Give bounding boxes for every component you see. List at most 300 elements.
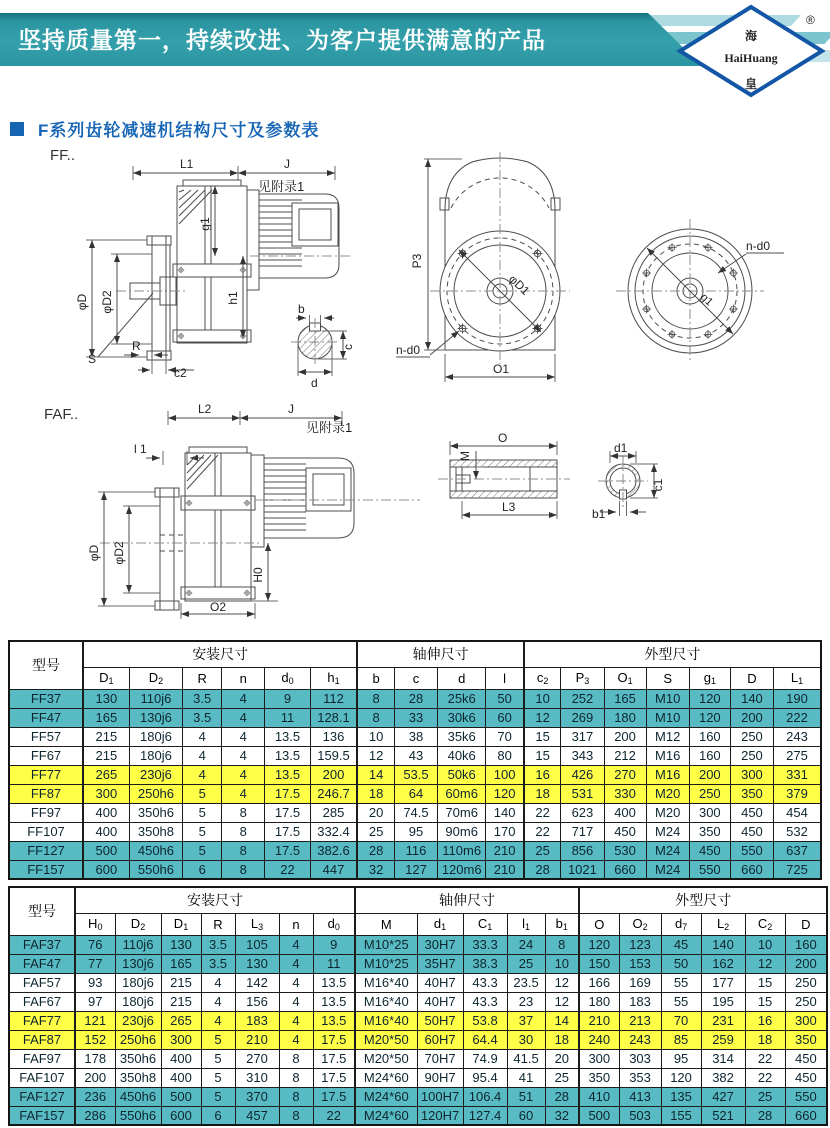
value-cell: 230j6 — [129, 765, 182, 784]
value-cell: 40k6 — [438, 746, 486, 765]
value-cell: 33.3 — [463, 935, 507, 954]
value-cell: 165 — [604, 689, 646, 708]
value-cell: 637 — [774, 841, 821, 860]
model-cell: FF47 — [9, 708, 83, 727]
value-cell: 17.5 — [265, 784, 310, 803]
value-cell: 70 — [661, 1011, 701, 1030]
value-cell: 15 — [524, 746, 561, 765]
value-cell: 530 — [604, 841, 646, 860]
value-cell: 286 — [75, 1106, 115, 1125]
value-cell: 15 — [745, 992, 785, 1011]
value-cell: 660 — [604, 860, 646, 879]
value-cell: 180j6 — [115, 992, 161, 1011]
value-cell: 330 — [604, 784, 646, 803]
value-cell: 45 — [661, 935, 701, 954]
value-cell: 200 — [785, 954, 827, 973]
group-header: 轴伸尺寸 — [355, 887, 579, 913]
model-cell: FF87 — [9, 784, 83, 803]
value-cell: 53.5 — [394, 765, 437, 784]
value-cell: 35H7 — [417, 954, 463, 973]
value-cell: 503 — [619, 1106, 661, 1125]
table-row — [9, 746, 821, 765]
dim-label: d — [311, 376, 318, 390]
value-cell: 200 — [310, 765, 357, 784]
value-cell: 9 — [313, 935, 355, 954]
value-cell: 135 — [661, 1087, 701, 1106]
column-header: $d_1$ — [417, 913, 463, 935]
model-cell: FF37 — [9, 689, 83, 708]
table-row — [9, 954, 827, 973]
value-cell: 550 — [730, 841, 773, 860]
value-cell: 243 — [774, 727, 821, 746]
table-row — [9, 1011, 827, 1030]
value-cell: 250 — [689, 784, 730, 803]
value-cell: 38 — [394, 727, 437, 746]
value-cell: 13.5 — [313, 992, 355, 1011]
group-header: 外型尺寸 — [524, 641, 821, 667]
value-cell: 50 — [486, 689, 524, 708]
faf-dimension-table-wrap — [8, 886, 822, 1126]
value-cell: 231 — [701, 1011, 745, 1030]
value-cell: 18 — [545, 1030, 579, 1049]
group-header: 轴伸尺寸 — [357, 641, 523, 667]
value-cell: 55 — [661, 992, 701, 1011]
value-cell: 8 — [357, 708, 394, 727]
column-header: $d_0$ — [265, 667, 310, 689]
value-cell: 30H7 — [417, 935, 463, 954]
value-cell: 37 — [507, 1011, 545, 1030]
value-cell: 410 — [579, 1087, 619, 1106]
value-cell: 32 — [357, 860, 394, 879]
model-cell: FAF97 — [9, 1049, 75, 1068]
dim-label: n-d0 — [746, 239, 771, 253]
value-cell: 450 — [604, 822, 646, 841]
value-cell: 4 — [222, 727, 265, 746]
value-cell: 230j6 — [115, 1011, 161, 1030]
dim-label: g1 — [198, 217, 212, 231]
value-cell: 500 — [83, 841, 129, 860]
value-cell: 162 — [701, 954, 745, 973]
value-cell: 285 — [310, 803, 357, 822]
value-cell: 275 — [774, 746, 821, 765]
value-cell: 4 — [279, 935, 313, 954]
value-cell: 100H7 — [417, 1087, 463, 1106]
faf-dimension-table — [8, 886, 828, 1126]
value-cell: 450 — [730, 822, 773, 841]
model-cell: FAF37 — [9, 935, 75, 954]
value-cell: 25 — [745, 1087, 785, 1106]
value-cell: 18 — [745, 1030, 785, 1049]
model-cell: FF97 — [9, 803, 83, 822]
value-cell: 13.5 — [313, 973, 355, 992]
value-cell: 350 — [785, 1030, 827, 1049]
dim-label: l 1 — [134, 442, 147, 456]
column-header: $h_1$ — [310, 667, 357, 689]
value-cell: 93 — [75, 973, 115, 992]
ff-drawing — [0, 146, 830, 404]
value-cell: 24 — [507, 935, 545, 954]
column-header: $D_2$ — [129, 667, 182, 689]
value-cell: 160 — [785, 935, 827, 954]
value-cell: 4 — [183, 746, 222, 765]
value-cell: M12 — [646, 727, 689, 746]
value-cell: 127.4 — [463, 1106, 507, 1125]
value-cell: 32 — [545, 1106, 579, 1125]
dim-label: c — [341, 344, 355, 350]
value-cell: 60 — [486, 708, 524, 727]
value-cell: M20 — [646, 803, 689, 822]
value-cell: 210 — [486, 841, 524, 860]
value-cell: 100 — [486, 765, 524, 784]
value-cell: 17.5 — [265, 841, 310, 860]
value-cell: 180j6 — [115, 973, 161, 992]
value-cell: 55 — [661, 973, 701, 992]
value-cell: 4 — [201, 973, 235, 992]
model-cell: FAF57 — [9, 973, 75, 992]
dim-label: c1 — [651, 478, 665, 492]
faf-drawing — [0, 403, 830, 635]
value-cell: 8 — [222, 841, 265, 860]
value-cell: 50H7 — [417, 1011, 463, 1030]
table-row — [9, 1106, 827, 1125]
dim-label: R — [132, 339, 141, 353]
value-cell: 660 — [730, 860, 773, 879]
value-cell: 25 — [507, 954, 545, 973]
value-cell: 457 — [235, 1106, 279, 1125]
column-header: $c_2$ — [524, 667, 561, 689]
value-cell: 60H7 — [417, 1030, 463, 1049]
value-cell: 85 — [661, 1030, 701, 1049]
value-cell: 4 — [279, 992, 313, 1011]
column-header: M — [355, 913, 417, 935]
value-cell: 4 — [222, 765, 265, 784]
value-cell: 10 — [357, 727, 394, 746]
column-header: $b_1$ — [545, 913, 579, 935]
table-row — [9, 803, 821, 822]
column-header: S — [646, 667, 689, 689]
value-cell: 178 — [75, 1049, 115, 1068]
value-cell: 16 — [524, 765, 561, 784]
value-cell: 41 — [507, 1068, 545, 1087]
value-cell: 110j6 — [129, 689, 182, 708]
ff-view-label: FF.. — [50, 147, 75, 164]
value-cell: 3.5 — [183, 708, 222, 727]
value-cell: 159.5 — [310, 746, 357, 765]
value-cell: 6 — [183, 860, 222, 879]
value-cell: 317 — [561, 727, 604, 746]
value-cell: 350 — [579, 1068, 619, 1087]
value-cell: 4 — [279, 1011, 313, 1030]
model-cell: FAF107 — [9, 1068, 75, 1087]
value-cell: 5 — [201, 1049, 235, 1068]
value-cell: 4 — [222, 746, 265, 765]
column-header: $l_1$ — [507, 913, 545, 935]
value-cell: 35k6 — [438, 727, 486, 746]
table-row — [9, 935, 827, 954]
value-cell: 4 — [183, 727, 222, 746]
model-cell: FAF127 — [9, 1087, 75, 1106]
value-cell: 303 — [619, 1049, 661, 1068]
value-cell: 5 — [183, 822, 222, 841]
section-title — [10, 116, 319, 141]
value-cell: 23 — [507, 992, 545, 1011]
value-cell: 136 — [310, 727, 357, 746]
table-row — [9, 784, 821, 803]
value-cell: 160 — [689, 746, 730, 765]
column-header: n — [279, 913, 313, 935]
value-cell: 8 — [222, 860, 265, 879]
value-cell: 550h6 — [115, 1106, 161, 1125]
value-cell: 77 — [75, 954, 115, 973]
value-cell: 343 — [561, 746, 604, 765]
table-row — [9, 765, 821, 784]
value-cell: 200 — [604, 727, 646, 746]
value-cell: 76 — [75, 935, 115, 954]
value-cell: 180 — [579, 992, 619, 1011]
value-cell: 95 — [394, 822, 437, 841]
column-header: b — [357, 667, 394, 689]
value-cell: M24*60 — [355, 1106, 417, 1125]
table-row — [9, 708, 821, 727]
value-cell: 450h6 — [129, 841, 182, 860]
value-cell: 379 — [774, 784, 821, 803]
value-cell: 17.5 — [313, 1068, 355, 1087]
value-cell: 300 — [161, 1030, 201, 1049]
dim-label: L1 — [180, 157, 194, 171]
value-cell: 12 — [524, 708, 561, 727]
value-cell: 70 — [486, 727, 524, 746]
column-header: $g_1$ — [689, 667, 730, 689]
value-cell: 50 — [661, 954, 701, 973]
column-header: $L_2$ — [701, 913, 745, 935]
column-header: $L_3$ — [235, 913, 279, 935]
value-cell: 10 — [745, 935, 785, 954]
value-cell: 500 — [161, 1087, 201, 1106]
value-cell: M10*25 — [355, 954, 417, 973]
value-cell: 8 — [222, 822, 265, 841]
value-cell: 165 — [83, 708, 129, 727]
value-cell: 30 — [507, 1030, 545, 1049]
value-cell: 43.3 — [463, 973, 507, 992]
value-cell: 150 — [579, 954, 619, 973]
value-cell: 130j6 — [129, 708, 182, 727]
column-header: $D_1$ — [83, 667, 129, 689]
value-cell: 120 — [486, 784, 524, 803]
value-cell: 300 — [689, 803, 730, 822]
logo-char-top: 海 — [744, 29, 758, 43]
dim-label: O1 — [493, 362, 510, 376]
value-cell: 12 — [545, 973, 579, 992]
value-cell: 13.5 — [265, 746, 310, 765]
value-cell: 3.5 — [201, 935, 235, 954]
value-cell: 17.5 — [265, 822, 310, 841]
value-cell: 10 — [524, 689, 561, 708]
value-cell: M10 — [646, 689, 689, 708]
value-cell: M24 — [646, 841, 689, 860]
value-cell: 17.5 — [265, 803, 310, 822]
value-cell: 6 — [201, 1106, 235, 1125]
value-cell: 623 — [561, 803, 604, 822]
column-header-model: 型号 — [9, 887, 75, 935]
table-row — [9, 689, 821, 708]
value-cell: 183 — [619, 992, 661, 1011]
value-cell: 259 — [701, 1030, 745, 1049]
value-cell: 8 — [357, 689, 394, 708]
dim-label: H0 — [251, 567, 265, 583]
value-cell: 5 — [201, 1068, 235, 1087]
value-cell: 215 — [83, 727, 129, 746]
value-cell: 212 — [604, 746, 646, 765]
value-cell: 426 — [561, 765, 604, 784]
column-header: $d_0$ — [313, 913, 355, 935]
value-cell: 427 — [701, 1087, 745, 1106]
value-cell: 116 — [394, 841, 437, 860]
model-cell: FAF67 — [9, 992, 75, 1011]
value-cell: 450 — [730, 803, 773, 822]
value-cell: 550h6 — [129, 860, 182, 879]
value-cell: 16 — [745, 1011, 785, 1030]
appendix-note: 见附录1 — [306, 420, 353, 435]
column-header: $D_1$ — [161, 913, 201, 935]
value-cell: 270 — [235, 1049, 279, 1068]
table-row — [9, 841, 821, 860]
value-cell: 210 — [235, 1030, 279, 1049]
model-cell: FF77 — [9, 765, 83, 784]
value-cell: 43.3 — [463, 992, 507, 1011]
logo-char-bottom: 皇 — [744, 77, 758, 91]
value-cell: 250h6 — [129, 784, 182, 803]
value-cell: 600 — [161, 1106, 201, 1125]
value-cell: 153 — [619, 954, 661, 973]
value-cell: 130 — [83, 689, 129, 708]
column-header: d — [438, 667, 486, 689]
dim-label: φD2 — [100, 290, 114, 314]
dim-label: b — [298, 302, 305, 316]
value-cell: 660 — [785, 1106, 827, 1125]
value-cell: 140 — [730, 689, 773, 708]
value-cell: 300 — [785, 1011, 827, 1030]
value-cell: 28 — [745, 1106, 785, 1125]
value-cell: 166 — [579, 973, 619, 992]
value-cell: 41.5 — [507, 1049, 545, 1068]
group-header: 安装尺寸 — [83, 641, 357, 667]
value-cell: 123 — [619, 935, 661, 954]
value-cell: 4 — [222, 784, 265, 803]
dim-label: P3 — [410, 253, 424, 269]
value-cell: 270 — [604, 765, 646, 784]
value-cell: M24 — [646, 822, 689, 841]
value-cell: 400 — [161, 1049, 201, 1068]
value-cell: 170 — [486, 822, 524, 841]
dim-label: φD — [75, 293, 89, 311]
registered-mark: ® — [806, 13, 815, 27]
group-header: 外型尺寸 — [579, 887, 827, 913]
value-cell: 169 — [619, 973, 661, 992]
column-header: $H_0$ — [75, 913, 115, 935]
value-cell: 22 — [745, 1049, 785, 1068]
value-cell: 40H7 — [417, 992, 463, 1011]
value-cell: 195 — [701, 992, 745, 1011]
value-cell: 183 — [235, 1011, 279, 1030]
dim-label: J — [284, 157, 290, 171]
value-cell: 180j6 — [129, 727, 182, 746]
column-header: l — [486, 667, 524, 689]
company-slogan: 坚持质量第一，持续改进、为客户提供满意的产品 — [18, 27, 546, 53]
value-cell: 236 — [75, 1087, 115, 1106]
column-header: $C_1$ — [463, 913, 507, 935]
column-header: c — [394, 667, 437, 689]
value-cell: 177 — [701, 973, 745, 992]
group-header: 安装尺寸 — [75, 887, 355, 913]
value-cell: 314 — [701, 1049, 745, 1068]
value-cell: 120 — [661, 1068, 701, 1087]
value-cell: 300 — [730, 765, 773, 784]
value-cell: 156 — [235, 992, 279, 1011]
ff-dimension-table — [8, 640, 822, 880]
value-cell: 210 — [486, 860, 524, 879]
model-cell: FF107 — [9, 822, 83, 841]
value-cell: 110j6 — [115, 935, 161, 954]
column-header: R — [201, 913, 235, 935]
value-cell: 17.5 — [313, 1030, 355, 1049]
value-cell: 74.5 — [394, 803, 437, 822]
table-row — [9, 727, 821, 746]
value-cell: 331 — [774, 765, 821, 784]
value-cell: 1021 — [561, 860, 604, 879]
value-cell: 200 — [730, 708, 773, 727]
value-cell: 265 — [161, 1011, 201, 1030]
column-header-model: 型号 — [9, 641, 83, 689]
value-cell: 74.9 — [463, 1049, 507, 1068]
model-cell: FF67 — [9, 746, 83, 765]
value-cell: 23.5 — [507, 973, 545, 992]
value-cell: 190 — [774, 689, 821, 708]
value-cell: 25 — [545, 1068, 579, 1087]
value-cell: 142 — [235, 973, 279, 992]
value-cell: 95.4 — [463, 1068, 507, 1087]
dim-label: φD2 — [112, 541, 126, 565]
value-cell: 600 — [83, 860, 129, 879]
value-cell: 531 — [561, 784, 604, 803]
value-cell: 64.4 — [463, 1030, 507, 1049]
value-cell: 200 — [75, 1068, 115, 1087]
value-cell: 28 — [524, 860, 561, 879]
value-cell: 20 — [545, 1049, 579, 1068]
value-cell: 12 — [545, 992, 579, 1011]
table-row — [9, 1049, 827, 1068]
value-cell: 3.5 — [201, 954, 235, 973]
value-cell: 532 — [774, 822, 821, 841]
value-cell: 5 — [183, 784, 222, 803]
value-cell: 4 — [183, 765, 222, 784]
value-cell: 12 — [745, 954, 785, 973]
value-cell: 521 — [701, 1106, 745, 1125]
table-row — [9, 1068, 827, 1087]
dim-label: g1 — [697, 291, 716, 309]
value-cell: 4 — [201, 1011, 235, 1030]
value-cell: 250 — [730, 746, 773, 765]
value-cell: 127 — [394, 860, 437, 879]
value-cell: 4 — [279, 1030, 313, 1049]
value-cell: 8 — [279, 1106, 313, 1125]
value-cell: 14 — [357, 765, 394, 784]
value-cell: 4 — [279, 954, 313, 973]
value-cell: 215 — [83, 746, 129, 765]
value-cell: 10 — [545, 954, 579, 973]
value-cell: 128.1 — [310, 708, 357, 727]
value-cell: 200 — [689, 765, 730, 784]
value-cell: 215 — [161, 973, 201, 992]
